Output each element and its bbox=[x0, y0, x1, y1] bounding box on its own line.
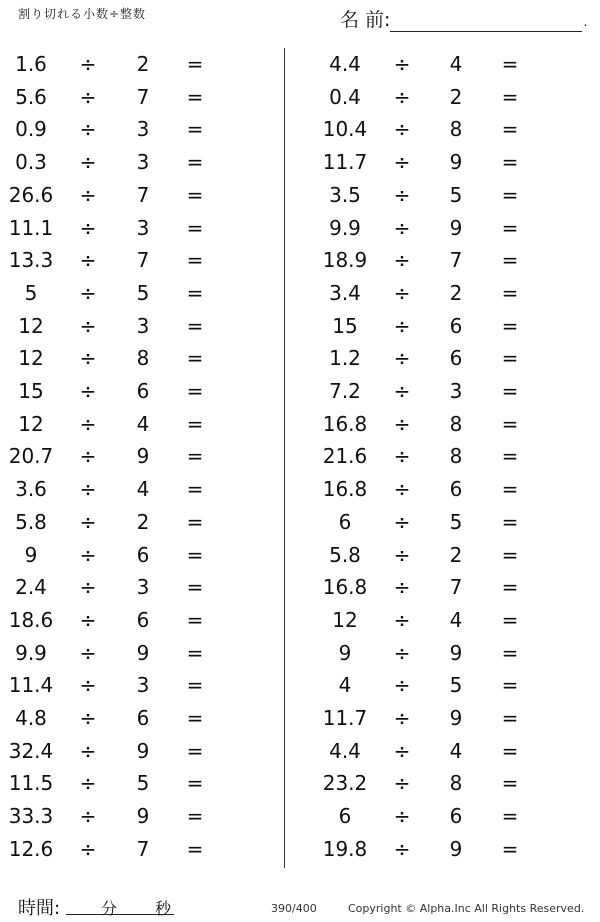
dividend: 12 bbox=[18, 411, 44, 436]
division-sign: ÷ bbox=[393, 640, 411, 665]
equals-sign: = bbox=[501, 215, 519, 240]
division-sign: ÷ bbox=[393, 575, 411, 600]
division-sign: ÷ bbox=[79, 706, 97, 730]
division-sign: ÷ bbox=[393, 182, 411, 207]
equals-sign: = bbox=[186, 673, 204, 698]
worksheet-footer bbox=[0, 894, 600, 922]
dividend: 0.3 bbox=[15, 150, 47, 175]
dividend: 7.2 bbox=[329, 379, 361, 403]
equals-sign: = bbox=[501, 346, 519, 371]
dividend: 9 bbox=[338, 640, 352, 665]
equals-sign: = bbox=[501, 706, 519, 730]
division-sign: ÷ bbox=[79, 738, 97, 763]
dividend: 18.6 bbox=[8, 607, 54, 632]
divisor: 6 bbox=[136, 379, 150, 403]
division-sign: ÷ bbox=[79, 771, 97, 796]
equals-sign: = bbox=[186, 607, 204, 632]
divisor: 8 bbox=[449, 771, 463, 796]
dividend: 5 bbox=[24, 280, 38, 305]
divisor: 7 bbox=[136, 836, 150, 861]
divisor: 4 bbox=[449, 738, 463, 763]
divisor: 9 bbox=[449, 640, 463, 665]
dividend: 23.2 bbox=[322, 771, 368, 796]
divisor: 7 bbox=[449, 575, 463, 600]
column-divider bbox=[284, 48, 285, 868]
equals-sign: = bbox=[186, 313, 204, 338]
minutes-label: 分 bbox=[101, 899, 118, 918]
divisor: 8 bbox=[449, 444, 463, 469]
divisor: 4 bbox=[449, 52, 463, 76]
division-sign: ÷ bbox=[393, 150, 411, 175]
equals-sign: = bbox=[186, 804, 204, 829]
equals-sign: = bbox=[501, 379, 519, 403]
divisor: 3 bbox=[136, 673, 150, 698]
division-sign: ÷ bbox=[79, 509, 97, 534]
equals-sign: = bbox=[501, 182, 519, 207]
equals-sign: = bbox=[186, 836, 204, 861]
dividend: 10.4 bbox=[322, 117, 368, 142]
division-sign: ÷ bbox=[393, 52, 411, 76]
dividend: 13.3 bbox=[8, 248, 54, 273]
divisor: 6 bbox=[136, 542, 150, 567]
equals-sign: = bbox=[501, 52, 519, 76]
divisor: 6 bbox=[449, 313, 463, 338]
division-sign: ÷ bbox=[393, 542, 411, 567]
dividend: 1.6 bbox=[15, 52, 47, 76]
division-sign: ÷ bbox=[79, 313, 97, 338]
division-sign: ÷ bbox=[393, 117, 411, 142]
equals-sign: = bbox=[186, 52, 204, 76]
division-sign: ÷ bbox=[393, 313, 411, 338]
divisor: 9 bbox=[449, 215, 463, 240]
divisor: 4 bbox=[136, 477, 150, 502]
division-sign: ÷ bbox=[393, 509, 411, 534]
division-sign: ÷ bbox=[393, 248, 411, 273]
dividend: 20.7 bbox=[8, 444, 54, 469]
equals-sign: = bbox=[501, 804, 519, 829]
division-sign: ÷ bbox=[79, 804, 97, 829]
division-sign: ÷ bbox=[79, 52, 97, 76]
divisor: 2 bbox=[449, 84, 463, 109]
equals-sign: = bbox=[186, 509, 204, 534]
divisor: 3 bbox=[136, 575, 150, 600]
equals-sign: = bbox=[501, 771, 519, 796]
division-sign: ÷ bbox=[79, 150, 97, 175]
equals-sign: = bbox=[501, 575, 519, 600]
equals-sign: = bbox=[186, 706, 204, 730]
division-sign: ÷ bbox=[79, 84, 97, 109]
page-number: 390/400 bbox=[271, 902, 317, 915]
division-sign: ÷ bbox=[79, 575, 97, 600]
dividend: 5.6 bbox=[15, 84, 47, 109]
equals-sign: = bbox=[501, 607, 519, 632]
divisor: 4 bbox=[136, 411, 150, 436]
dividend: 4 bbox=[338, 673, 352, 698]
equals-sign: = bbox=[501, 836, 519, 861]
equals-sign: = bbox=[186, 542, 204, 567]
dividend: 12.6 bbox=[8, 836, 54, 861]
division-sign: ÷ bbox=[79, 411, 97, 436]
divisor: 9 bbox=[136, 738, 150, 763]
dividend: 19.8 bbox=[322, 836, 368, 861]
divisor: 3 bbox=[136, 117, 150, 142]
divisor: 4 bbox=[449, 607, 463, 632]
equals-sign: = bbox=[186, 411, 204, 436]
division-sign: ÷ bbox=[79, 542, 97, 567]
equals-sign: = bbox=[186, 477, 204, 502]
divisor: 6 bbox=[449, 346, 463, 371]
equals-sign: = bbox=[186, 771, 204, 796]
name-end-dot: . bbox=[583, 15, 588, 29]
divisor: 9 bbox=[136, 640, 150, 665]
division-sign: ÷ bbox=[79, 640, 97, 665]
division-sign: ÷ bbox=[393, 771, 411, 796]
dividend: 0.9 bbox=[15, 117, 47, 142]
division-sign: ÷ bbox=[79, 346, 97, 371]
equals-sign: = bbox=[186, 182, 204, 207]
division-sign: ÷ bbox=[79, 182, 97, 207]
division-sign: ÷ bbox=[393, 804, 411, 829]
divisor: 6 bbox=[136, 607, 150, 632]
division-sign: ÷ bbox=[79, 673, 97, 698]
dividend: 1.2 bbox=[329, 346, 361, 371]
divisor: 7 bbox=[136, 84, 150, 109]
equals-sign: = bbox=[501, 444, 519, 469]
dividend: 3.6 bbox=[15, 477, 47, 502]
dividend: 3.4 bbox=[329, 280, 361, 305]
divisor: 9 bbox=[136, 804, 150, 829]
dividend: 5.8 bbox=[15, 509, 47, 534]
time-label: 時間: bbox=[18, 898, 61, 919]
divisor: 9 bbox=[449, 836, 463, 861]
dividend: 16.8 bbox=[322, 477, 368, 502]
dividend: 4.8 bbox=[15, 706, 47, 730]
dividend: 18.9 bbox=[322, 248, 368, 273]
equals-sign: = bbox=[501, 477, 519, 502]
dividend: 9 bbox=[24, 542, 38, 567]
division-sign: ÷ bbox=[393, 215, 411, 240]
divisor: 9 bbox=[136, 444, 150, 469]
equals-sign: = bbox=[186, 248, 204, 273]
divisor: 5 bbox=[136, 771, 150, 796]
dividend: 6 bbox=[338, 509, 352, 534]
divisor: 5 bbox=[449, 509, 463, 534]
divisor: 3 bbox=[136, 215, 150, 240]
dividend: 5.8 bbox=[329, 542, 361, 567]
division-sign: ÷ bbox=[79, 117, 97, 142]
equals-sign: = bbox=[186, 346, 204, 371]
equals-sign: = bbox=[501, 313, 519, 338]
equals-sign: = bbox=[501, 509, 519, 534]
division-sign: ÷ bbox=[79, 444, 97, 469]
dividend: 15 bbox=[18, 379, 44, 403]
equals-sign: = bbox=[501, 84, 519, 109]
divisor: 3 bbox=[449, 379, 463, 403]
divisor: 6 bbox=[136, 706, 150, 730]
equals-sign: = bbox=[501, 673, 519, 698]
dividend: 16.8 bbox=[322, 411, 368, 436]
dividend: 4.4 bbox=[329, 738, 361, 763]
dividend: 26.6 bbox=[8, 182, 54, 207]
equals-sign: = bbox=[501, 738, 519, 763]
dividend: 11.1 bbox=[8, 215, 54, 240]
equals-sign: = bbox=[186, 738, 204, 763]
divisor: 7 bbox=[136, 248, 150, 273]
equals-sign: = bbox=[501, 117, 519, 142]
division-sign: ÷ bbox=[79, 477, 97, 502]
division-sign: ÷ bbox=[393, 84, 411, 109]
divisor: 2 bbox=[136, 509, 150, 534]
division-sign: ÷ bbox=[393, 379, 411, 403]
divisor: 3 bbox=[136, 313, 150, 338]
divisor: 5 bbox=[449, 182, 463, 207]
division-sign: ÷ bbox=[393, 411, 411, 436]
dividend: 12 bbox=[18, 313, 44, 338]
dividend: 2.4 bbox=[15, 575, 47, 600]
divisor: 2 bbox=[136, 52, 150, 76]
dividend: 11.5 bbox=[8, 771, 54, 796]
dividend: 15 bbox=[332, 313, 358, 338]
division-sign: ÷ bbox=[393, 673, 411, 698]
name-blank-line[interactable] bbox=[390, 11, 582, 32]
dividend: 12 bbox=[332, 607, 358, 632]
division-sign: ÷ bbox=[393, 607, 411, 632]
division-sign: ÷ bbox=[393, 836, 411, 861]
equals-sign: = bbox=[186, 84, 204, 109]
division-sign: ÷ bbox=[79, 280, 97, 305]
division-sign: ÷ bbox=[79, 379, 97, 403]
dividend: 11.4 bbox=[8, 673, 54, 698]
dividend: 33.3 bbox=[8, 804, 54, 829]
division-sign: ÷ bbox=[393, 738, 411, 763]
equals-sign: = bbox=[501, 640, 519, 665]
divisor: 2 bbox=[449, 280, 463, 305]
dividend: 0.4 bbox=[329, 84, 361, 109]
seconds-label: 秒 bbox=[155, 899, 172, 918]
division-sign: ÷ bbox=[393, 706, 411, 730]
division-sign: ÷ bbox=[393, 346, 411, 371]
division-sign: ÷ bbox=[79, 248, 97, 273]
dividend: 12 bbox=[18, 346, 44, 371]
division-sign: ÷ bbox=[393, 280, 411, 305]
equals-sign: = bbox=[186, 640, 204, 665]
equals-sign: = bbox=[186, 444, 204, 469]
equals-sign: = bbox=[501, 411, 519, 436]
divisor: 8 bbox=[136, 346, 150, 371]
divisor: 7 bbox=[449, 248, 463, 273]
division-sign: ÷ bbox=[393, 477, 411, 502]
dividend: 32.4 bbox=[8, 738, 54, 763]
divisor: 5 bbox=[136, 280, 150, 305]
divisor: 8 bbox=[449, 117, 463, 142]
divisor: 9 bbox=[449, 706, 463, 730]
dividend: 11.7 bbox=[322, 150, 368, 175]
division-sign: ÷ bbox=[393, 444, 411, 469]
dividend: 9.9 bbox=[15, 640, 47, 665]
dividend: 9.9 bbox=[329, 215, 361, 240]
equals-sign: = bbox=[501, 150, 519, 175]
divisor: 2 bbox=[449, 542, 463, 567]
divisor: 6 bbox=[449, 804, 463, 829]
divisor: 5 bbox=[449, 673, 463, 698]
name-field[interactable] bbox=[340, 5, 587, 32]
dividend: 4.4 bbox=[329, 52, 361, 76]
dividend: 21.6 bbox=[322, 444, 368, 469]
equals-sign: = bbox=[186, 150, 204, 175]
equals-sign: = bbox=[186, 215, 204, 240]
division-sign: ÷ bbox=[79, 836, 97, 861]
dividend: 11.7 bbox=[322, 706, 368, 730]
division-sign: ÷ bbox=[79, 607, 97, 632]
name-label: 名 前: bbox=[340, 9, 391, 31]
dividend: 16.8 bbox=[322, 575, 368, 600]
divisor: 7 bbox=[136, 182, 150, 207]
division-sign: ÷ bbox=[79, 215, 97, 240]
divisor: 8 bbox=[449, 411, 463, 436]
dividend: 6 bbox=[338, 804, 352, 829]
equals-sign: = bbox=[501, 248, 519, 273]
worksheet-title: 割り切れる小数÷整数 bbox=[18, 7, 147, 21]
divisor: 3 bbox=[136, 150, 150, 175]
equals-sign: = bbox=[186, 379, 204, 403]
dividend: 3.5 bbox=[329, 182, 361, 207]
divisor: 9 bbox=[449, 150, 463, 175]
equals-sign: = bbox=[186, 117, 204, 142]
equals-sign: = bbox=[501, 280, 519, 305]
copyright-notice: Copyright © Alpha.Inc All Rights Reserved. bbox=[348, 902, 585, 915]
equals-sign: = bbox=[186, 575, 204, 600]
equals-sign: = bbox=[501, 542, 519, 567]
equals-sign: = bbox=[186, 280, 204, 305]
divisor: 6 bbox=[449, 477, 463, 502]
